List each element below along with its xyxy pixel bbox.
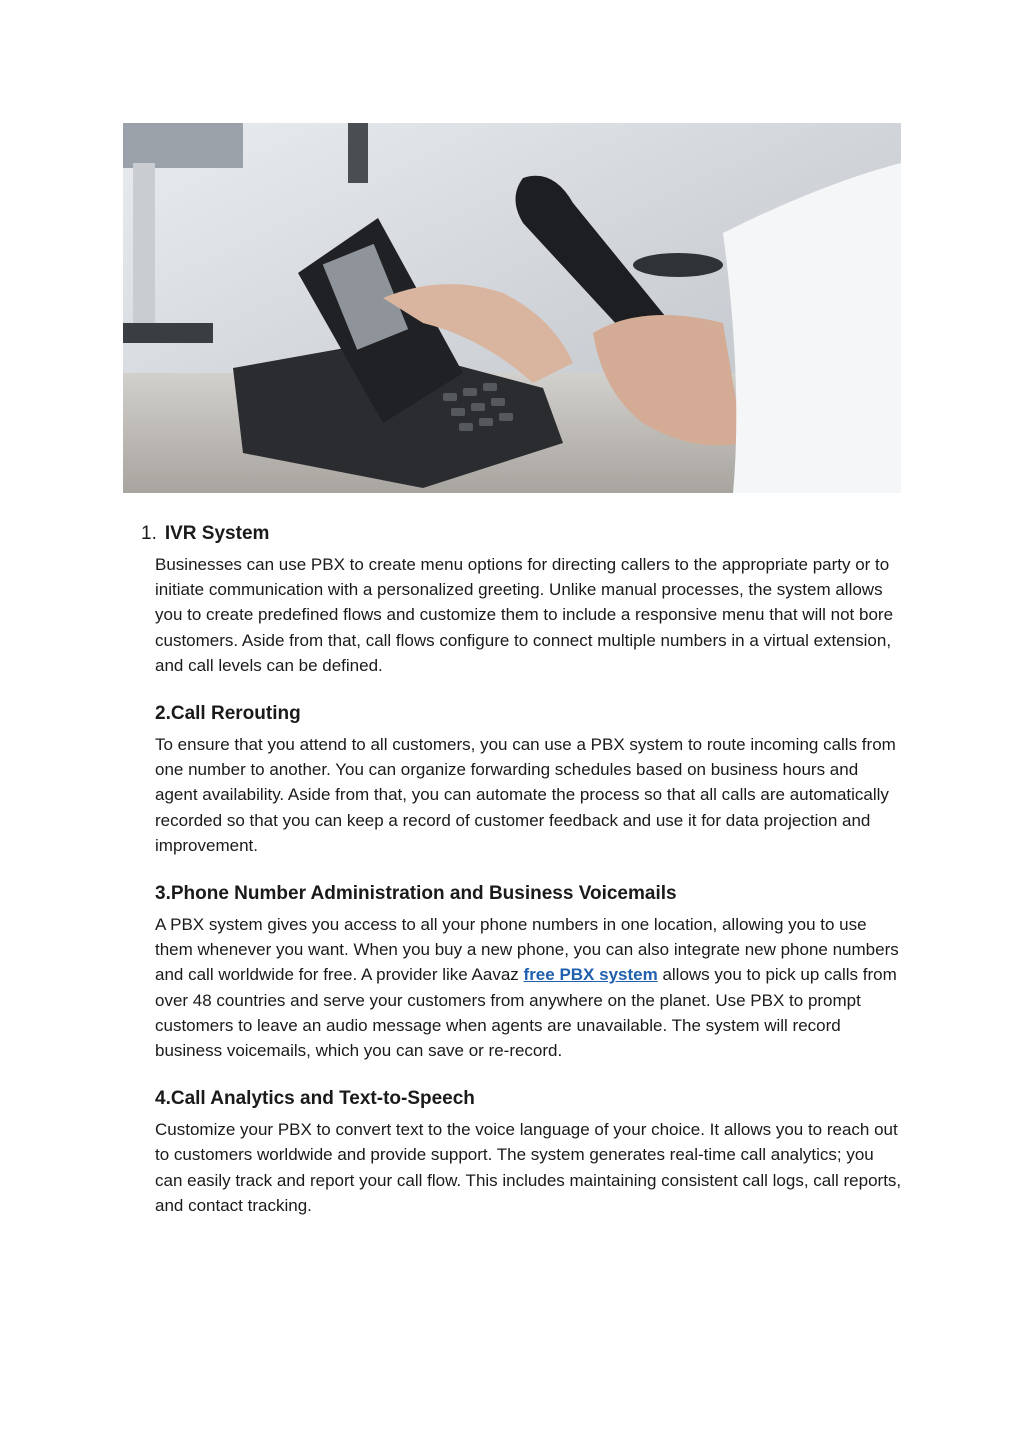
free-pbx-system-link[interactable]: free PBX system [523, 965, 658, 985]
section-call-analytics [155, 1085, 905, 1218]
article-content [141, 520, 905, 1218]
section-ivr-system [141, 520, 905, 678]
section-heading: 2.Call Rerouting [155, 703, 301, 725]
section-title: IVR System [164, 523, 270, 544]
section-heading [141, 520, 905, 548]
section-body: Businesses can use PBX to create menu options for directing callers to the appropriate party or to initiate communication with a personalized greeting. Unlike manual processes, the system allows you to create predefined flows and customize them to include a responsive menu that will not bore customers. Aside from that, call flows configure to connect multiple numbers in a virtual extension, and call levels can be defined. [155, 555, 894, 675]
desk-phone-illustration [123, 123, 901, 493]
body-text-before-link: A PBX system gives you access to all your phone numbers in one location, allowing you to use them whenever you want. When you buy a new phone, you can also integrate new phone numbers and call worldwide for free. A provider like Aavaz [155, 915, 899, 985]
section-body: To ensure that you attend to all customers, you can use a PBX system to route incoming calls from one number to another. You can organize forwarding schedules based on business hours and agent availability. Aside from that, you can automate the process so that all calls are automatically recorded so that you can keep a record of customer feedback and use it for data projection and improvement. [155, 735, 896, 855]
section-heading: 4.Call Analytics and Text-to-Speech [155, 1088, 475, 1110]
section-heading: 3.Phone Number Administration and Business Voicemails [155, 883, 677, 905]
section-call-rerouting [155, 700, 905, 858]
hero-photo-desk-phone [123, 123, 901, 493]
body-text-after-link: allows you to pick up calls from over 48 countries and serve your customers from anywhere on the planet. Use PBX to prompt customers to leave an audio message when agents are unavailable. The system will record business voicemails, which you can save or re-record. [155, 965, 897, 1061]
section-body: Customize your PBX to convert text to the voice language of your choice. It allows you to reach out to customers worldwide and provide support. The system generates real-time call analytics; you can easily track and report your call flow. This includes maintaining consistent call logs, call reports, and contact tracking. [155, 1120, 902, 1215]
section-number: 1. [141, 523, 157, 544]
section-phone-number-administration [155, 880, 905, 1063]
section-body [155, 912, 905, 1063]
